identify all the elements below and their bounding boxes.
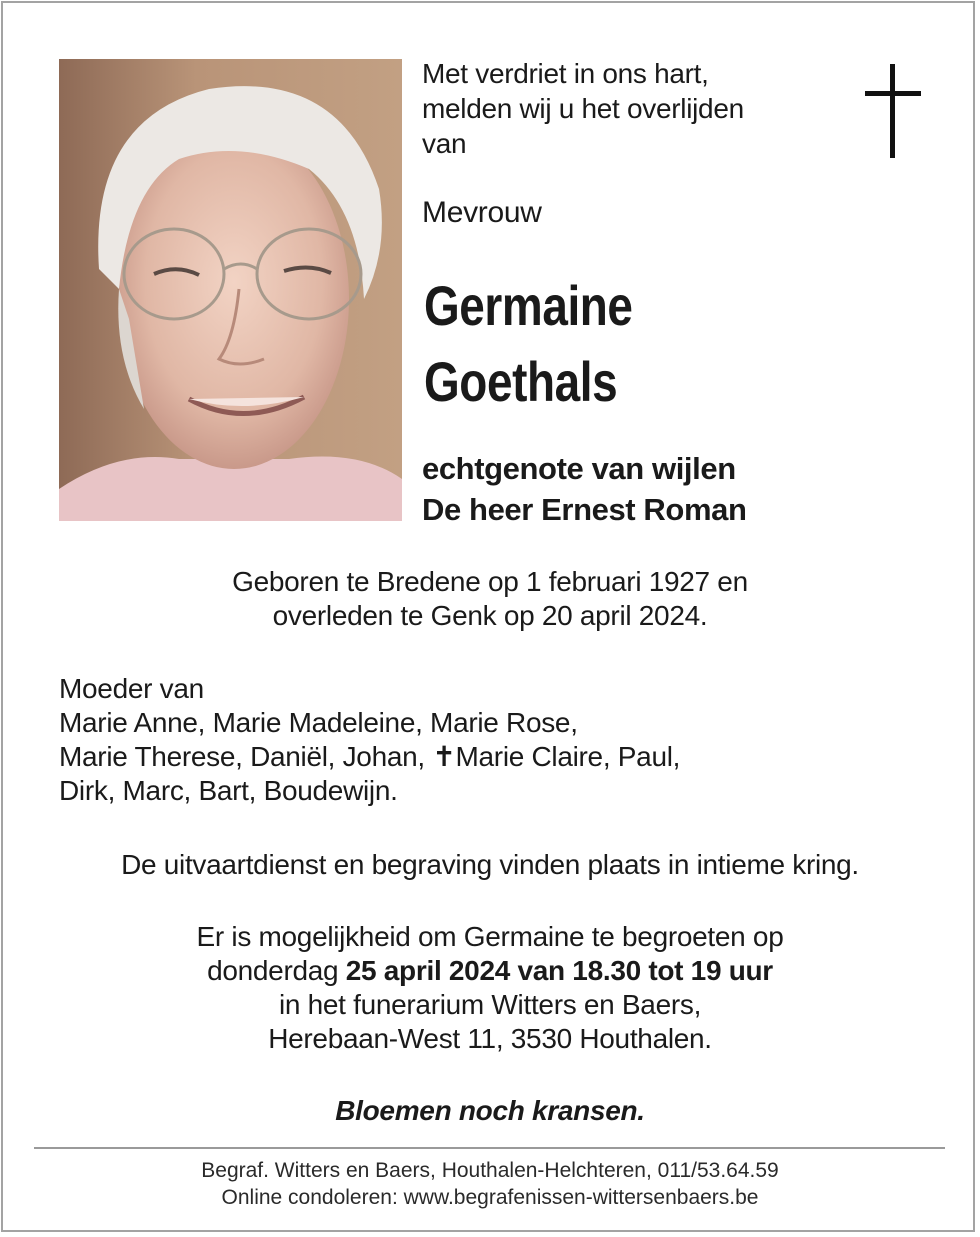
died-line: overleden te Genk op 20 april 2024. bbox=[272, 600, 708, 631]
spouse-line: De heer Ernest Roman bbox=[422, 492, 747, 527]
visit-line: in het funerarium Witters en Baers, bbox=[278, 989, 702, 1020]
flowers-note: Bloemen noch kransen. bbox=[335, 1095, 645, 1126]
intro-text bbox=[422, 56, 842, 161]
funeral-notice: De uitvaartdienst en begraving vinden plaats in intieme kring. bbox=[121, 849, 859, 880]
children-list bbox=[59, 672, 680, 808]
visit-datetime: 25 april 2024 van 18.30 tot 19 uur bbox=[345, 955, 773, 986]
visitation-info bbox=[0, 920, 980, 1056]
condolence-link[interactable]: Online condoleren: www.begrafenissen-wittersenbaers.be bbox=[221, 1186, 759, 1209]
visit-address: Herebaan-West 11, 3530 Houthalen. bbox=[268, 1023, 712, 1054]
deceased-name bbox=[424, 268, 633, 420]
first-name: Germaine bbox=[424, 274, 633, 337]
intro-line: Met verdriet in ons hart, bbox=[422, 58, 709, 89]
children-heading: Moeder van bbox=[59, 673, 204, 704]
spouse-text bbox=[422, 448, 747, 530]
children-line: Dirk, Marc, Bart, Boudewijn. bbox=[59, 775, 398, 806]
visit-day: donderdag bbox=[207, 955, 346, 986]
born-line: Geboren te Bredene op 1 februari 1927 en bbox=[232, 566, 748, 597]
footer-divider bbox=[34, 1147, 945, 1149]
spouse-line: echtgenote van wijlen bbox=[422, 451, 736, 486]
birth-death-text bbox=[0, 565, 980, 633]
portrait-photo bbox=[59, 59, 402, 521]
visit-date-line bbox=[0, 954, 980, 988]
intro-line: melden wij u het overlijden bbox=[422, 93, 744, 124]
honorific: Mevrouw bbox=[422, 196, 542, 229]
children-line: Marie Therese, Daniël, Johan, ✝Marie Claire, Paul, bbox=[59, 741, 681, 772]
cross-icon bbox=[865, 64, 921, 158]
intro-line: van bbox=[422, 128, 467, 159]
last-name: Goethals bbox=[424, 350, 618, 413]
visit-line: Er is mogelijkheid om Germaine te begroeten op bbox=[196, 921, 784, 952]
children-line: Marie Anne, Marie Madeleine, Marie Rose, bbox=[59, 707, 578, 738]
undertaker-info: Begraf. Witters en Baers, Houthalen-Helchteren, 011/53.64.59 bbox=[201, 1159, 779, 1182]
footer bbox=[0, 1157, 980, 1211]
